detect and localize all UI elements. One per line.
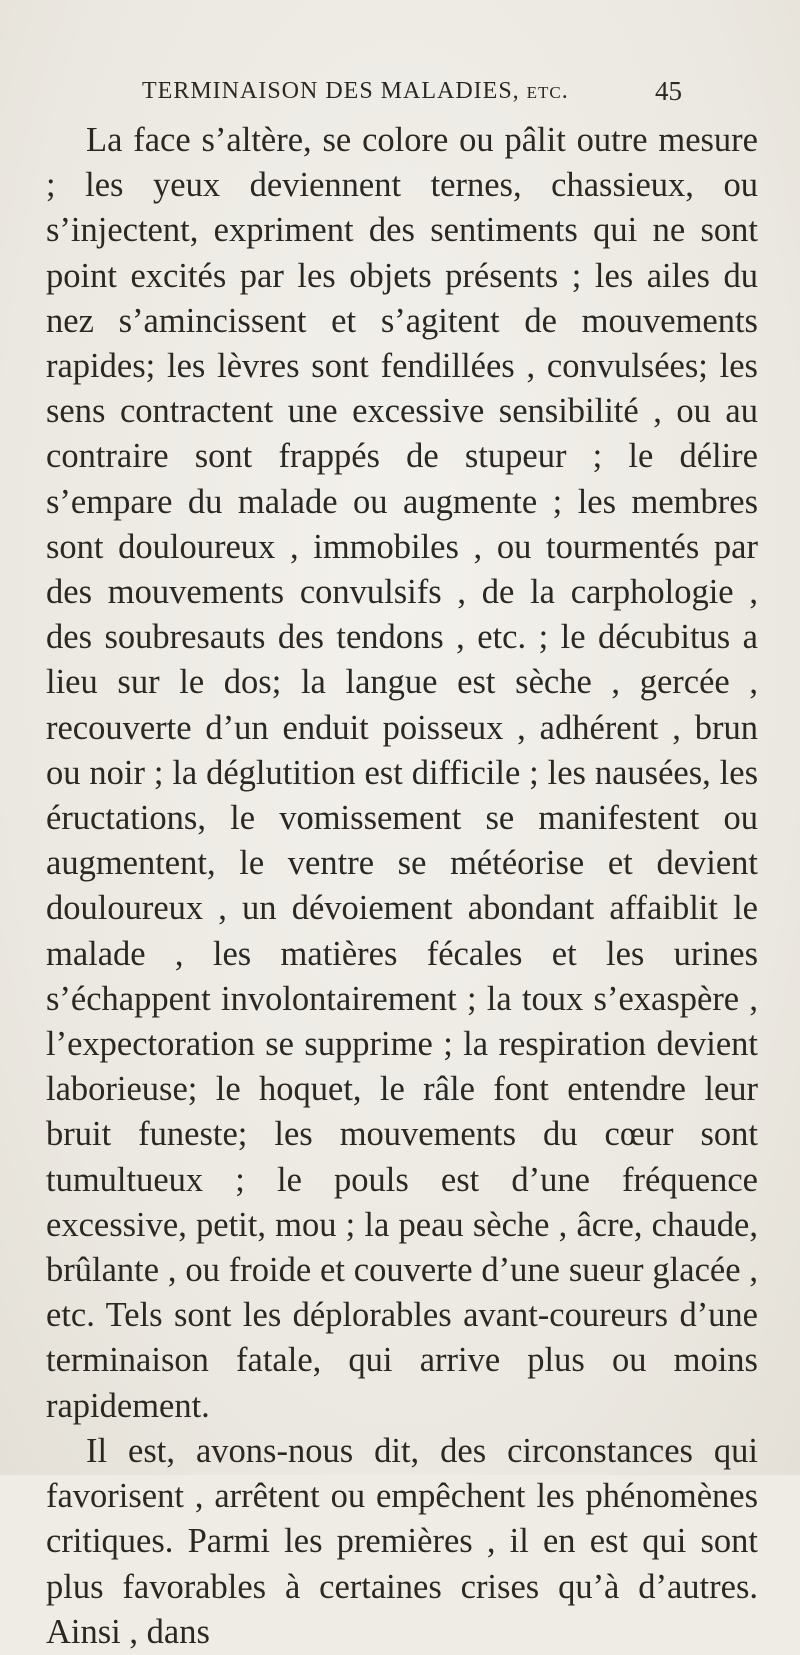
page-header xyxy=(142,78,682,112)
body-text xyxy=(46,118,758,1655)
paragraph: La face s’altère, se colore ou pâlit outre mesure ; les yeux deviennent ternes, chassieux, ou s’injectent, expriment des sentiments qui ne sont point excités par les objets présents ; les ailes du nez s’amincissent et s’agitent de mouvements rapides; les lèvres sont fendillées , convulsées; les sens contractent une excessive sensibilité , ou au contraire sont frappés de stupeur ; le délire s’empare du malade ou augmente ; les membres sont douloureux , immobiles , ou tourmentés par des mouvements convulsifs , de la carphologie , des soubresauts des tendons , etc. ; le décubitus a lieu sur le dos; la langue est sèche , gercée , recouverte d’un enduit poisseux , adhérent , brun ou noir ; la déglutition est difficile ; les nausées, les éructations, le vomissement se manifestent ou augmentent, le ventre se météorise et devient douloureux , un dévoiement abondant affaiblit le malade , les matières fécales et les urines s’échappent involontairement ; la toux s’exaspère , l’expectoration se supprime ; la respiration devient laborieuse; le hoquet, le râle font entendre leur bruit funeste; les mouvements du cœur sont tumultueux ; le pouls est d’une fréquence excessive, petit, mou ; la peau sèche , âcre, chaude, brûlante , ou froide et couverte d’une sueur glacée , etc. Tels sont les déplorables avant-coureurs d’une terminaison fatale, qui arrive plus ou moins rapidement. xyxy=(46,121,758,1425)
paragraph: Il est, avons-nous dit, des circonstances qui favorisent , arrêtent ou empêchent les phénomènes critiques. Parmi les premières , il en est qui sont plus favorables à certaines crises qu’à d’autres. Ainsi , dans xyxy=(46,1431,758,1651)
page-number: 45 xyxy=(655,76,682,106)
running-title: TERMINAISON DES MALADIES, etc. xyxy=(142,78,569,104)
